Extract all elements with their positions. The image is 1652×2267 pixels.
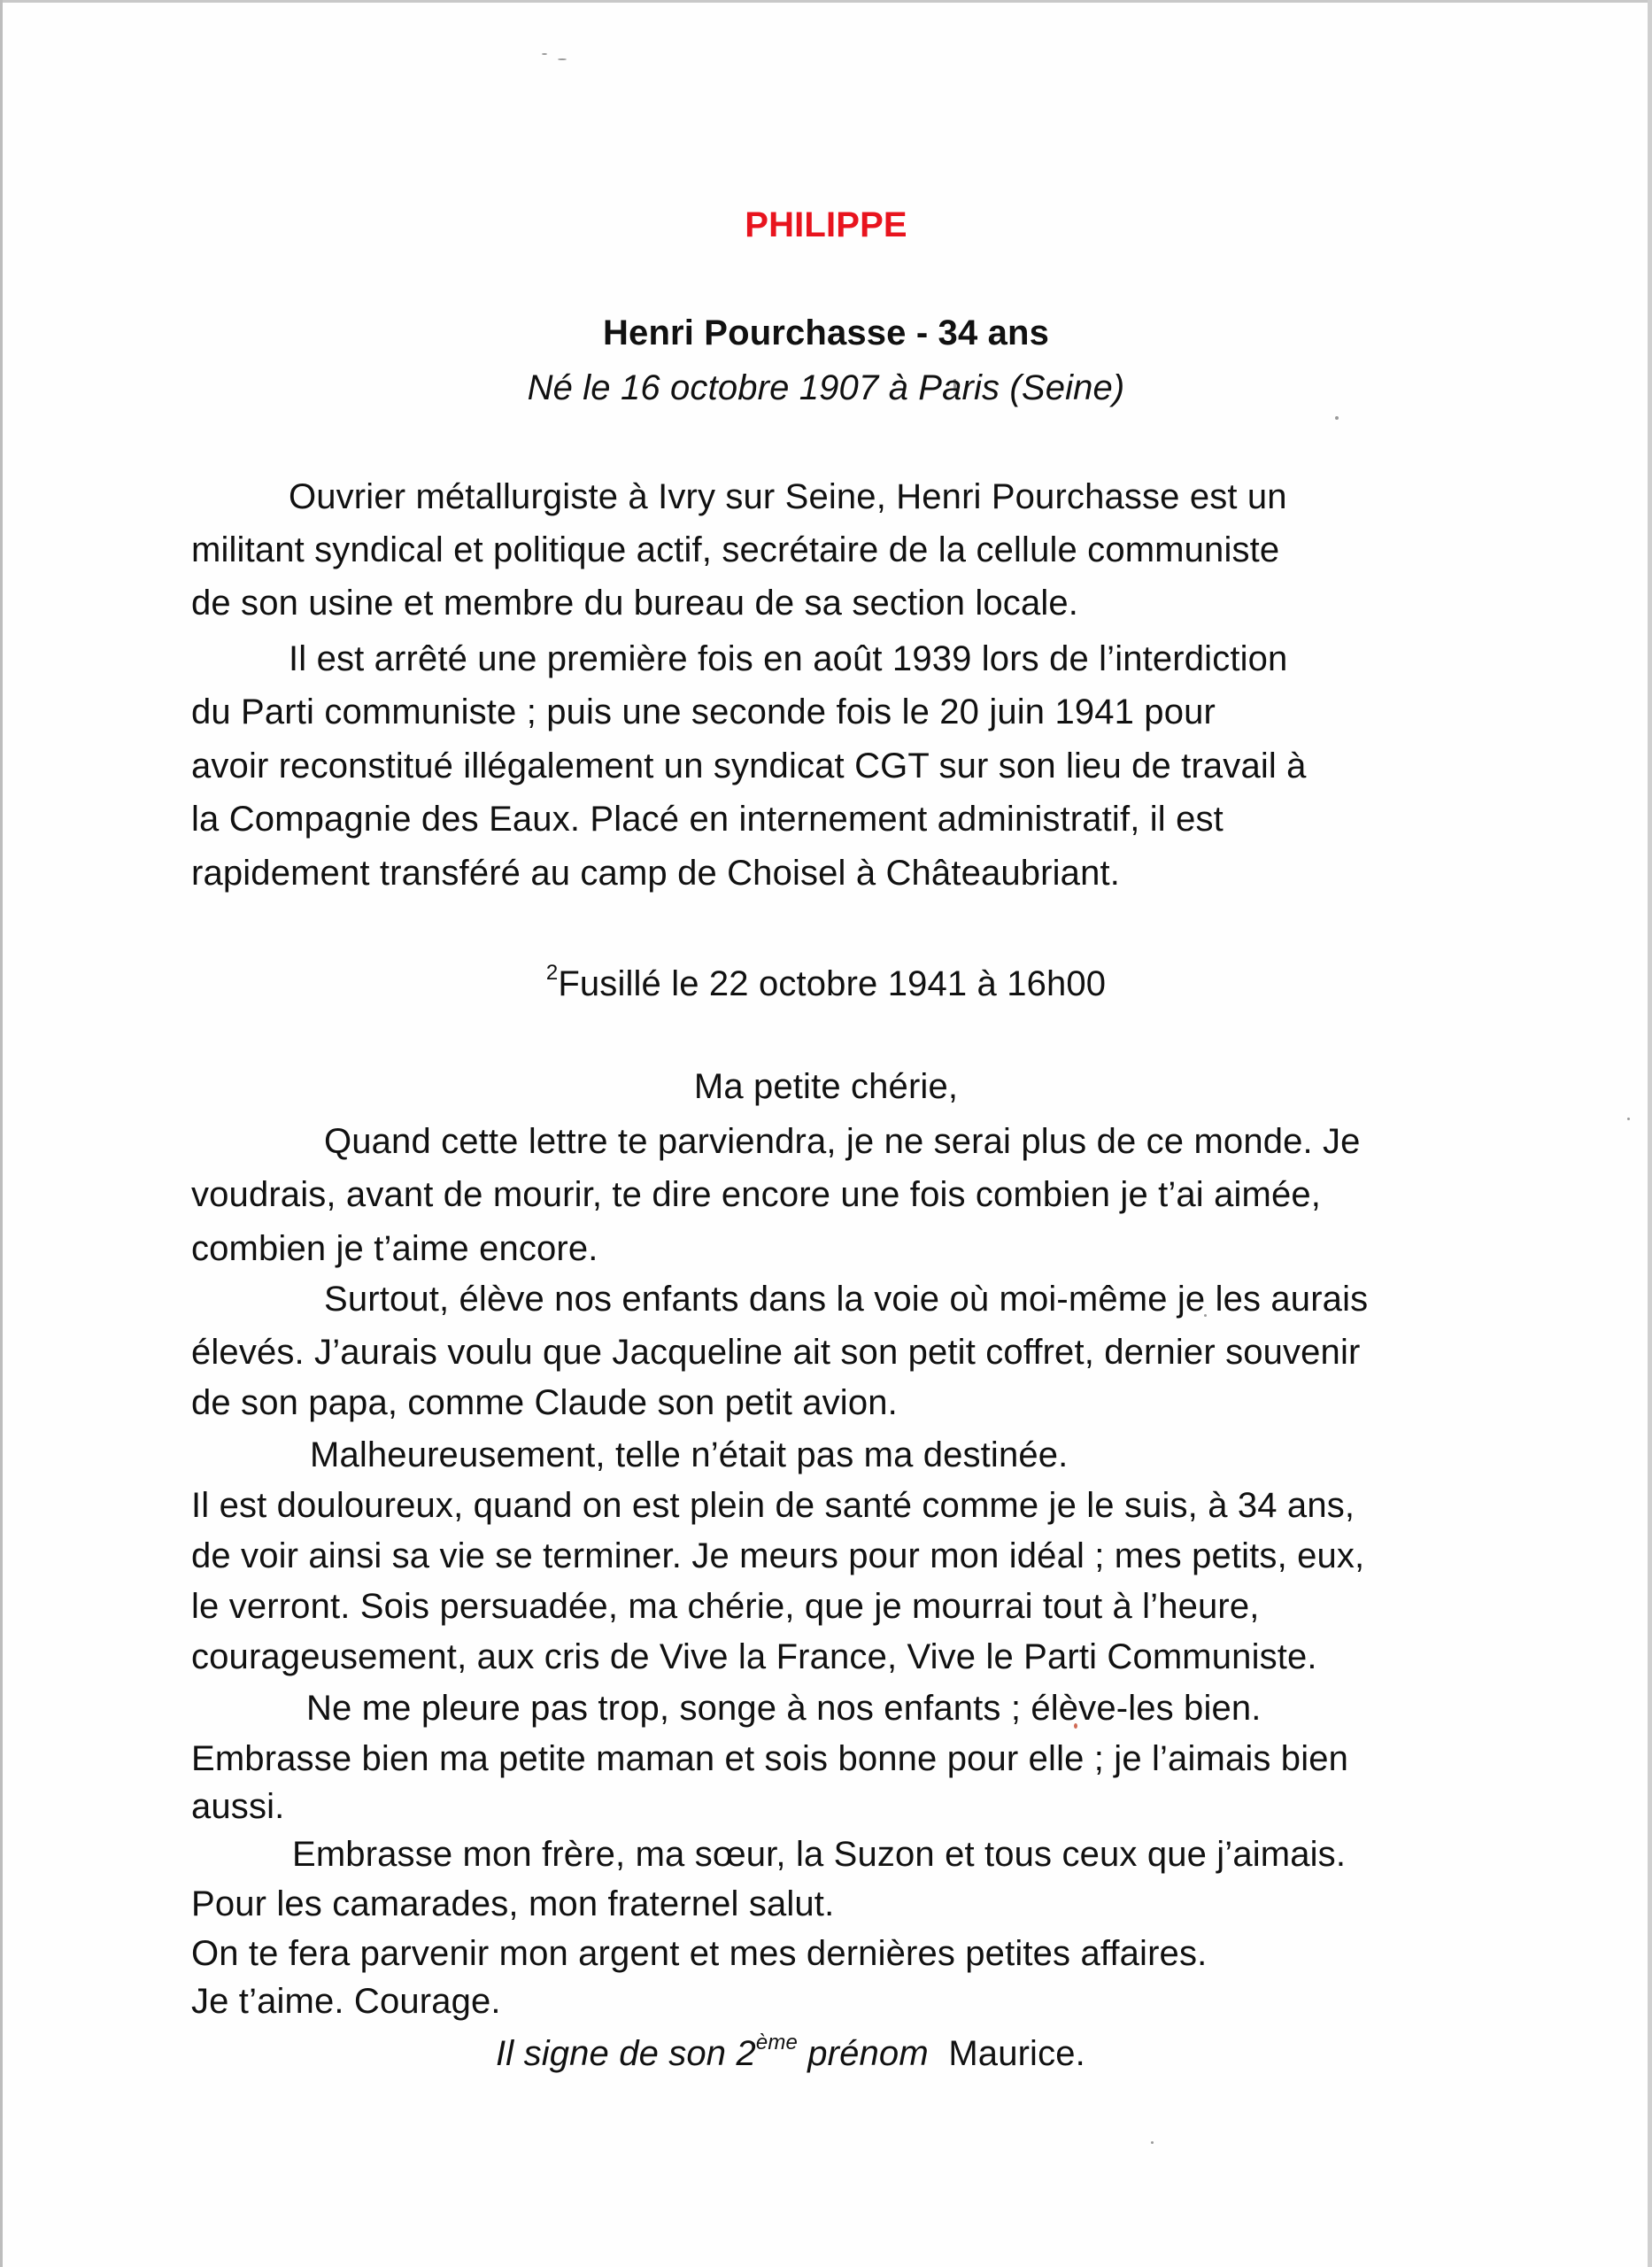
bio-line: avoir reconstitué illégalement un syndicat CGT sur son lieu de travail à	[191, 747, 1307, 785]
letter-line: Je t’aime. Courage.	[191, 1982, 501, 2021]
letter-line: Pour les camarades, mon fraternel salut.	[191, 1884, 835, 1923]
letter-line: aussi.	[191, 1787, 285, 1826]
scan-speck	[1627, 1118, 1630, 1120]
letter-line: de voir ainsi sa vie se terminer. Je meurs pour mon idéal ; mes petits, eux,	[191, 1536, 1365, 1575]
bio-line: de son usine et membre du bureau de sa section locale.	[191, 584, 1079, 623]
bio-line: du Parti communiste ; puis une seconde fois le 20 juin 1941 pour	[191, 692, 1216, 731]
letter-line: Quand cette lettre te parviendra, je ne serai plus de ce monde. Je	[324, 1122, 1361, 1161]
scan-speck	[558, 58, 567, 60]
bio-line: militant syndical et politique actif, secrétaire de la cellule communiste	[191, 530, 1280, 569]
signature-note	[496, 2032, 1085, 2075]
letter-line: Il est douloureux, quand on est plein de santé comme je le suis, à 34 ans,	[191, 1486, 1355, 1525]
scan-speck	[1335, 416, 1339, 420]
execution-line	[0, 960, 1652, 1005]
letter-line: Embrasse mon frère, ma sœur, la Suzon et tous ceux que j’aimais.	[292, 1835, 1347, 1874]
signature-name: Maurice.	[948, 2034, 1085, 2073]
name-title: Henri Pourchasse - 34 ans	[603, 313, 1049, 352]
signature-suffix: prénom	[798, 2034, 929, 2073]
letter-line: de son papa, comme Claude son petit avion.	[191, 1383, 898, 1422]
letter-line: le verront. Sois persuadée, ma chérie, que je mourrai tout à l’heure,	[191, 1587, 1260, 1626]
scan-edge-top	[0, 0, 1652, 3]
bio-line: Ouvrier métallurgiste à Ivry sur Seine, Henri Pourchasse est un	[289, 477, 1287, 516]
section-title: PHILIPPE	[745, 205, 907, 244]
signature-superscript: ème	[755, 2030, 798, 2054]
letter-line: combien je t’aime encore.	[191, 1229, 598, 1268]
letter-line: courageusement, aux cris de Vive la France, Vive le Parti Communiste.	[191, 1637, 1317, 1676]
execution-text: Fusillé le 22 octobre 1941 à 16h00	[558, 964, 1107, 1003]
letter-line: On te fera parvenir mon argent et mes dernières petites affaires.	[191, 1934, 1208, 1973]
bio-line: rapidement transféré au camp de Choisel à Châteaubriant.	[191, 854, 1121, 893]
bio-line: Il est arrêté une première fois en août 1939 lors de l’interdiction	[289, 639, 1288, 678]
letter-line: Malheureusement, telle n’était pas ma destinée.	[310, 1435, 1069, 1474]
scan-speck	[542, 53, 547, 55]
letter-line: voudrais, avant de mourir, te dire encore une fois combien je t’ai aimée,	[191, 1175, 1322, 1214]
signature-prefix: Il signe de son 2	[496, 2034, 756, 2073]
letter-line: Embrasse bien ma petite maman et sois bonne pour elle ; je l’aimais bien	[191, 1739, 1349, 1778]
footnote-marker: 2	[545, 960, 559, 985]
letter-line: Surtout, élève nos enfants dans la voie où moi-même je les aurais	[324, 1280, 1369, 1319]
letter-line: Ne me pleure pas trop, songe à nos enfants ; élève-les bien.	[306, 1689, 1262, 1728]
letter-line: élevés. J’aurais voulu que Jacqueline ait son petit coffret, dernier souvenir	[191, 1333, 1361, 1372]
scan-speck	[1151, 2141, 1154, 2144]
letter-salutation: Ma petite chérie,	[693, 1067, 959, 1106]
bio-line: la Compagnie des Eaux. Placé en internement administratif, il est	[191, 800, 1224, 839]
birth-line: Né le 16 octobre 1907 à Paris (Seine)	[527, 368, 1125, 407]
